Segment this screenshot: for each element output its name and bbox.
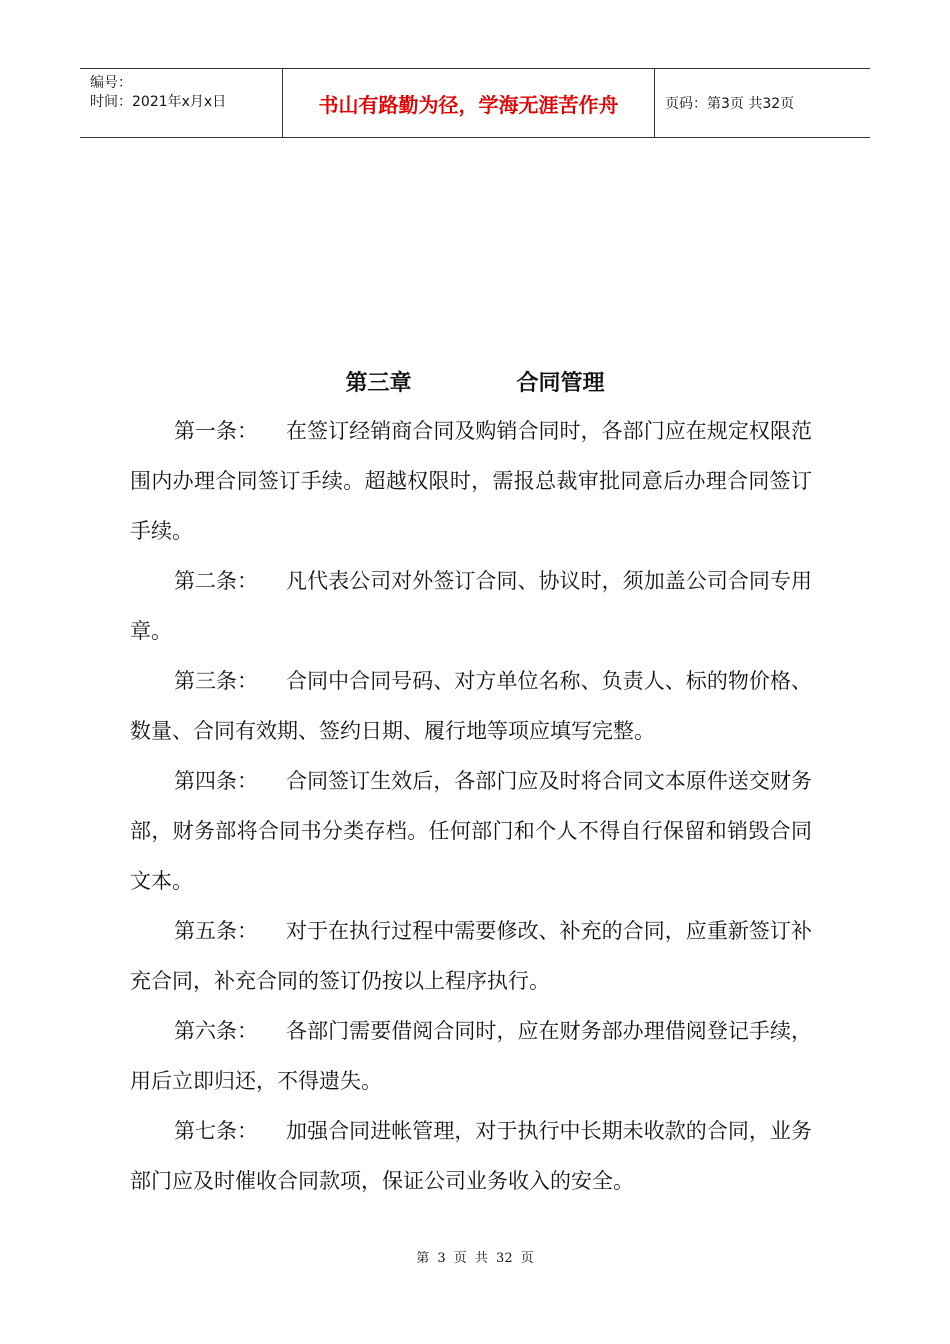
- article-paragraph: [130, 906, 812, 1006]
- article-number: 第二条：: [174, 569, 258, 593]
- article-number: 第四条：: [174, 769, 258, 793]
- chapter-number: 第三章: [345, 371, 412, 396]
- article-number: 第三条：: [174, 669, 258, 693]
- article-paragraph: [130, 756, 812, 906]
- header-meta-cell: [80, 69, 283, 137]
- article-text: 在签订经销商合同及购销合同时，各部门应在规定权限范围内办理合同签订手续。超越权限时，需报总裁审批同意后办理合同签订手续。: [130, 419, 812, 543]
- article-paragraph: [130, 1106, 812, 1206]
- article-number: 第五条：: [174, 919, 258, 943]
- article-paragraph: [130, 556, 812, 656]
- page-footer: 第 3 页 共 32 页: [416, 1251, 534, 1266]
- article-text: 各部门需要借阅合同时，应在财务部办理借阅登记手续，用后立即归还，不得遗失。: [130, 1019, 812, 1093]
- header-page-cell: [655, 69, 870, 137]
- article-number: 第七条：: [174, 1119, 258, 1143]
- article-text: 凡代表公司对外签订合同、协议时，须加盖公司合同专用章。: [130, 569, 812, 643]
- document-header: [80, 68, 870, 138]
- article-text: 合同签订生效后，各部门应及时将合同文本原件送交财务部，财务部将合同书分类存档。任何部门和个人不得自行保留和销毁合同文本。: [130, 769, 812, 893]
- document-number-label: 编号：: [90, 75, 132, 91]
- article-paragraph: [130, 656, 812, 756]
- article-list: [130, 406, 812, 1206]
- article-paragraph: [130, 1006, 812, 1106]
- article-text: 对于在执行过程中需要修改、补充的合同，应重新签订补充合同，补充合同的签订仍按以上程序执行。: [130, 919, 812, 993]
- header-motto: 书山有路勤为径，学海无涯苦作舟: [318, 92, 619, 117]
- article-paragraph: [130, 406, 812, 556]
- article-text: 加强合同进帐管理，对于执行中长期未收款的合同，业务部门应及时催收合同款项，保证公司业务收入的安全。: [130, 1119, 812, 1193]
- article-number: 第一条：: [174, 419, 258, 443]
- chapter-title: 合同管理: [516, 371, 605, 396]
- article-text: 合同中合同号码、对方单位名称、负责人、标的物价格、数量、合同有效期、签约日期、履行地等项应填写完整。: [130, 669, 812, 743]
- chapter-heading: [0, 366, 950, 397]
- header-page-info: 页码：第3页 共32页: [665, 96, 795, 112]
- header-motto-cell: [283, 69, 655, 137]
- document-time-label: 时间：2021年x月x日: [90, 94, 227, 110]
- article-number: 第六条：: [174, 1019, 258, 1043]
